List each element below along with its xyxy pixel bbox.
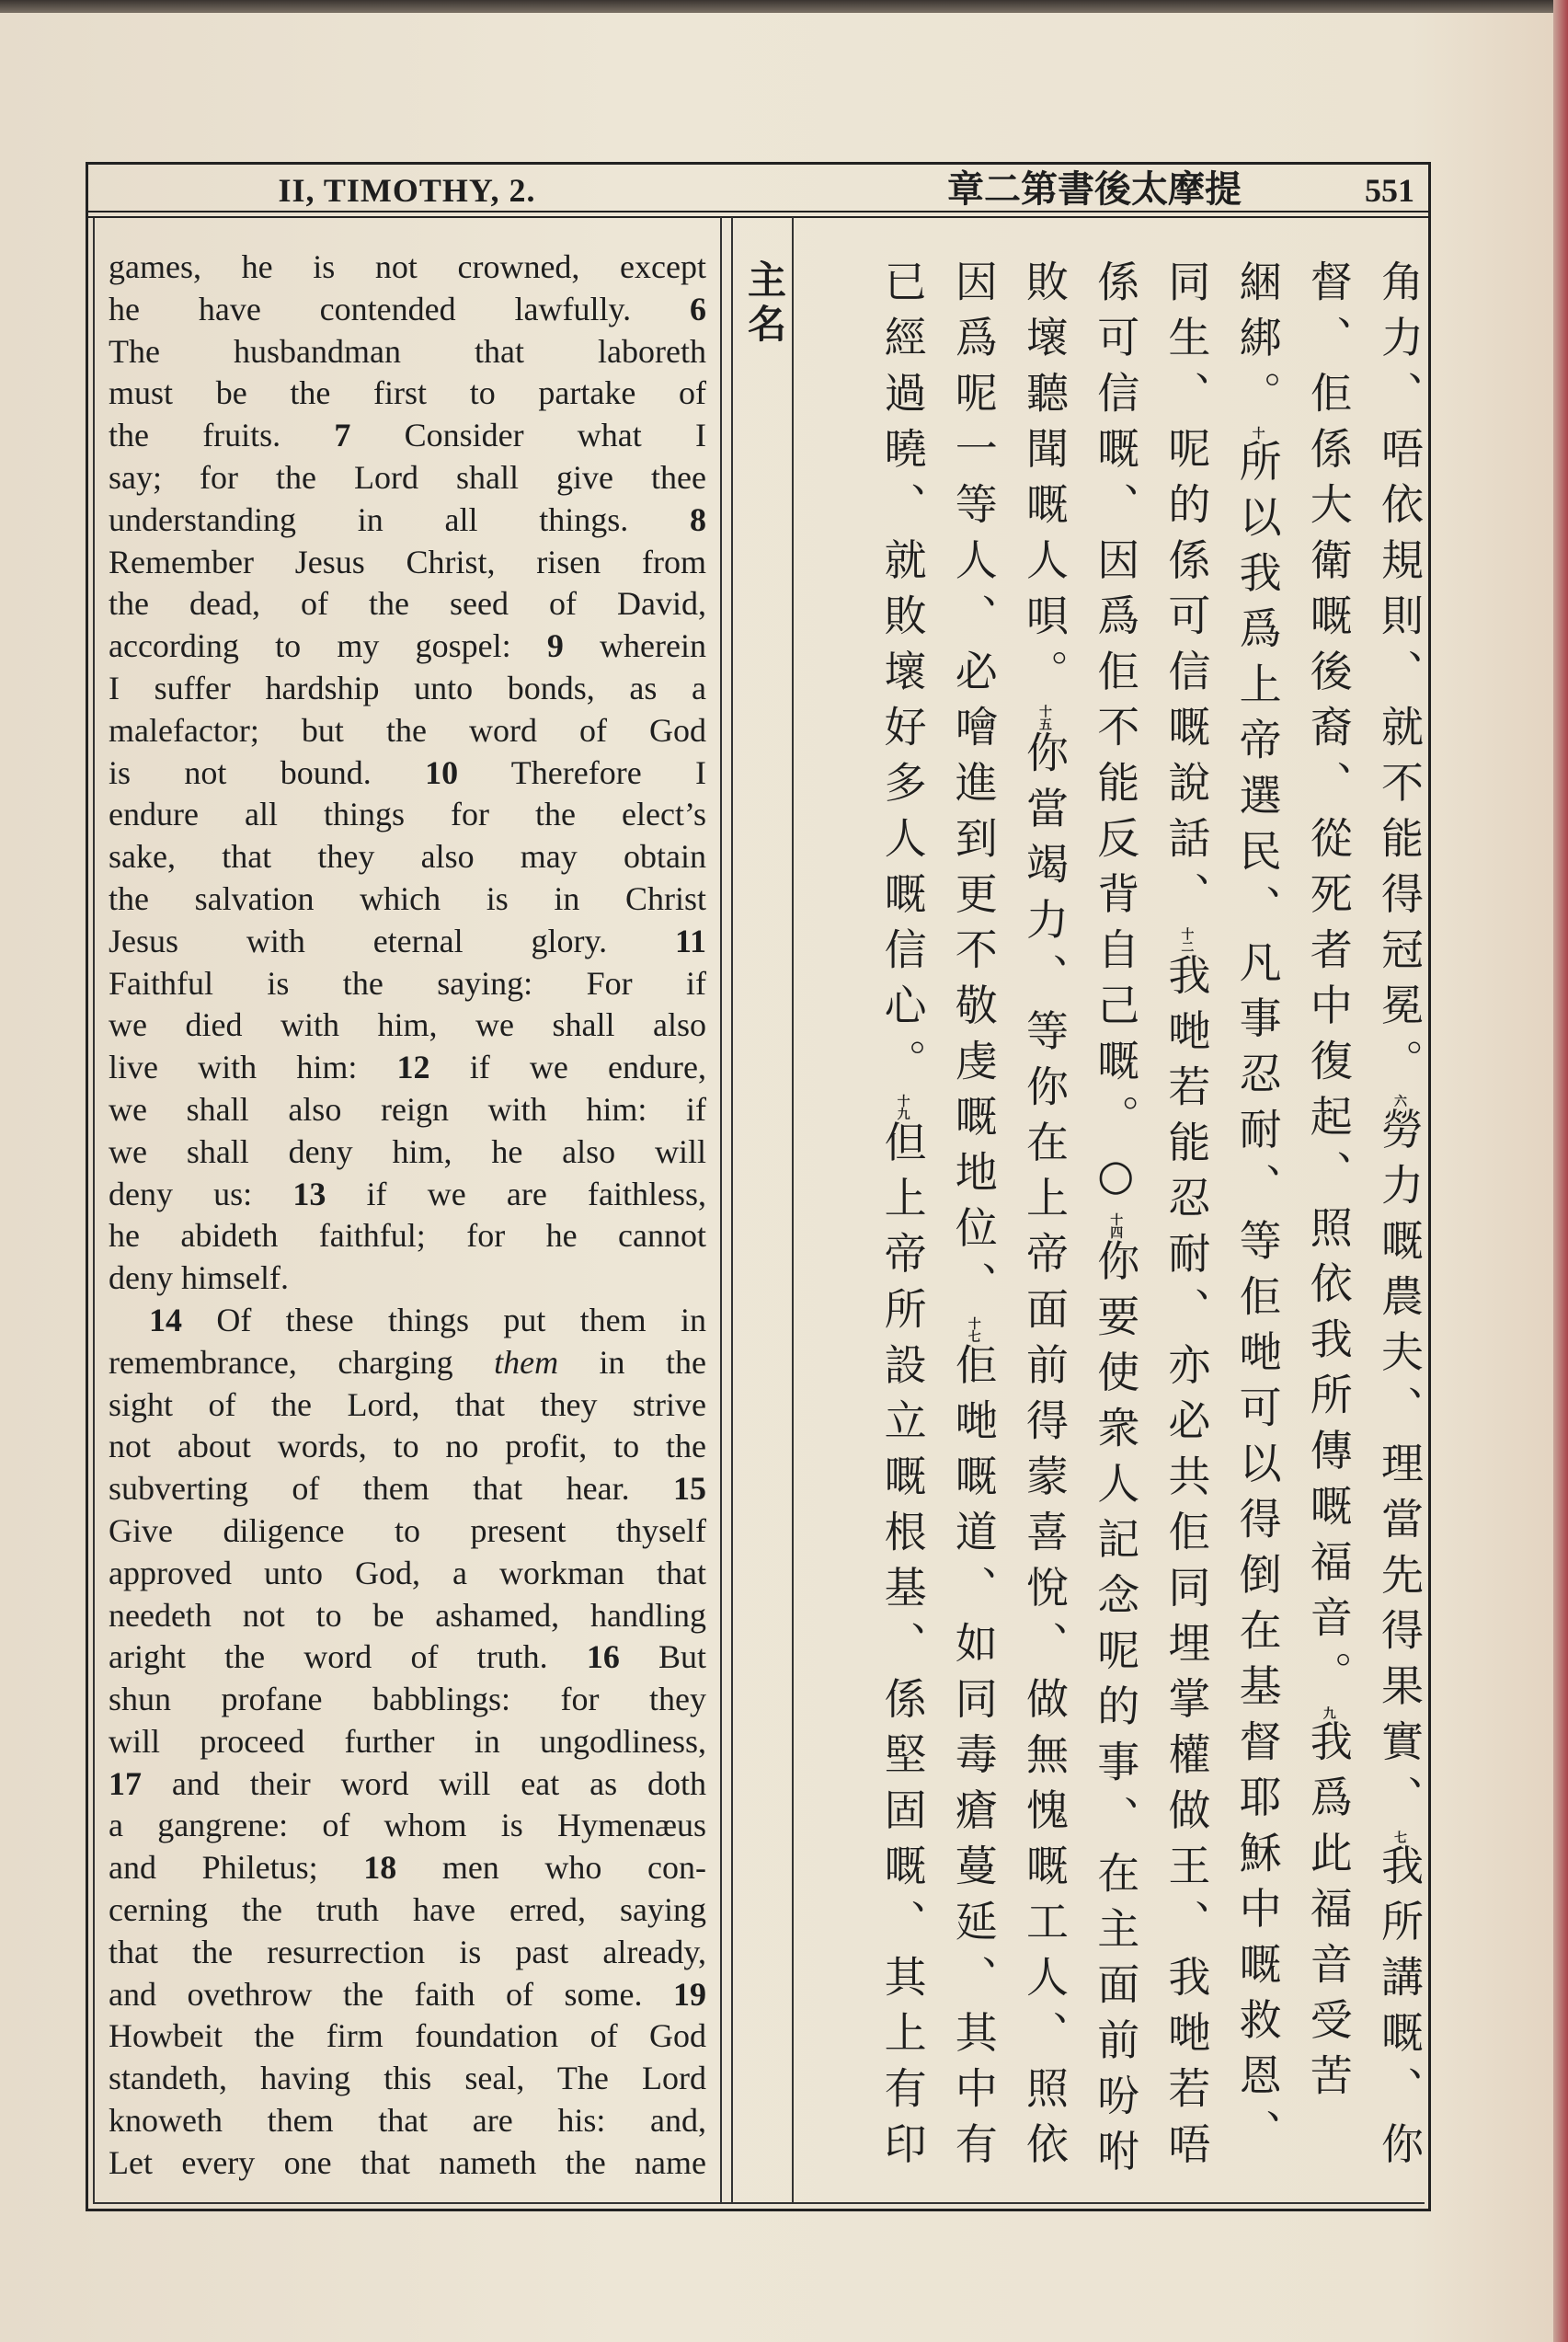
text-line (109, 878, 706, 921)
text-segment: games, he is not crowned, except (109, 248, 706, 285)
chinese-column (1364, 259, 1435, 2191)
text-line (109, 1131, 706, 1174)
chinese-column (938, 259, 1009, 2191)
verse-number: 九 (1321, 1706, 1336, 1719)
chinese-text-segment: 你要使衆人記念呢的事、在主面前吩咐 (1091, 1238, 1141, 2185)
text-line (109, 1932, 706, 1974)
column-divider-double (731, 217, 733, 2204)
verse-number: 六 (1392, 1094, 1407, 1108)
running-head-chinese: 章二第書後太摩提 (947, 167, 1242, 211)
text-line (109, 794, 706, 836)
text-segment: I suffer hardship unto bonds, as a (109, 669, 706, 706)
text-segment: sight of the Lord, that they strive (109, 1385, 706, 1423)
text-segment: in the (558, 1343, 707, 1381)
verse-number: 十九 (895, 1094, 910, 1120)
text-line (109, 1047, 706, 1089)
text-segment: he have contended lawfully. (109, 290, 690, 327)
text-segment: remembrance, charging (109, 1343, 495, 1381)
text-segment: we shall deny him, he also will (109, 1132, 706, 1170)
text-line (109, 1889, 706, 1932)
chinese-column (1150, 259, 1221, 2191)
text-segment: live with him: (109, 1049, 397, 1086)
text-line (109, 542, 706, 584)
text-segment: the salvation which is in Christ (109, 879, 706, 917)
verse-number: 十 (1250, 426, 1265, 440)
text-segment: we shall also reign with him: if (109, 1090, 706, 1128)
header-rule-double (86, 216, 1431, 218)
text-line (109, 1257, 706, 1300)
verse-number: 十七 (966, 1316, 981, 1343)
text-segment: will proceed further in ungodliness, (109, 1722, 706, 1760)
text-line (109, 499, 706, 542)
text-segment: is not bound. (109, 753, 426, 791)
text-segment: knoweth them that are his: and, (109, 2102, 706, 2140)
text-segment: Give diligence to present thyself (109, 1511, 706, 1549)
chinese-text-segment: 敗壞聽聞嘅人唄。 (1020, 259, 1070, 705)
text-line (109, 752, 706, 795)
text-line (109, 247, 706, 289)
chinese-text-segment: 係可信嘅、因爲佢不能反背自己嘅。○ (1091, 259, 1141, 1213)
text-line (109, 1679, 706, 1721)
text-segment: and Philetus; (109, 1849, 364, 1887)
text-segment: men who con- (396, 1849, 706, 1887)
text-line (109, 626, 706, 668)
text-segment: sake, that they also may obtain (109, 838, 706, 876)
text-line (109, 1510, 706, 1553)
chinese-column (1222, 259, 1293, 2191)
text-segment: say; for the Lord shall give thee (109, 458, 706, 496)
text-line (109, 1005, 706, 1047)
chinese-column (1080, 259, 1150, 2191)
verse-number: 17 (109, 1764, 142, 1802)
text-line (109, 1089, 706, 1131)
text-line (109, 963, 706, 1005)
chinese-text-segment: 我哋若能忍耐、亦必共佢同埋掌權做王、我哋若唔 (1162, 953, 1212, 2177)
text-line (109, 415, 706, 457)
chinese-text-segment: 已經過曉、就敗壞好多人嘅信心。 (877, 259, 928, 1095)
margin-note-rule (792, 217, 794, 2204)
text-segment: Consider what I (350, 417, 706, 454)
verse-number: 七 (1392, 1831, 1407, 1843)
text-segment: Let every one that nameth the name (109, 2143, 706, 2181)
book-top-edge (0, 0, 1568, 13)
text-segment: wherein (563, 627, 706, 665)
verse-number: 18 (363, 1849, 397, 1887)
text-line (109, 2058, 706, 2100)
chinese-column (867, 259, 938, 2191)
text-line (109, 457, 706, 499)
text-segment: malefactor; but the word of God (109, 711, 706, 749)
text-line (109, 583, 706, 626)
text-line (109, 921, 706, 963)
chinese-text-segment: 但上帝所設立嘅根基、係堅固嘅、其上有印 (877, 1119, 928, 2177)
chinese-text-segment: 督、佢係大衛嘅後裔、從死者中復起、照依我所傳嘅福音。 (1303, 259, 1354, 1706)
text-segment: The husbandman that laboreth (109, 332, 706, 370)
chinese-text-segment: 因爲呢一等人、必噲進到更不敬虔嘅地位、 (948, 259, 999, 1317)
chinese-text-segment: 所以我爲上帝選民、凡事忍耐、等佢哋可以得倒在基督耶穌中嘅救恩、 (1232, 439, 1283, 2164)
text-line (109, 2142, 706, 2185)
text-segment: if we endure, (429, 1049, 706, 1086)
verse-number: 9 (546, 627, 564, 665)
text-line (109, 1553, 706, 1595)
text-line (109, 836, 706, 878)
text-line (109, 1426, 706, 1468)
chinese-text-segment: 勞力嘅農夫、理當先得果實、 (1375, 1107, 1425, 1831)
text-segment: not about words, to no profit, to the (109, 1428, 706, 1465)
text-segment: cerning the truth have erred, saying (109, 1891, 706, 1929)
verse-number: 7 (334, 417, 351, 454)
text-line (109, 710, 706, 752)
page-number: 551 (1365, 172, 1414, 209)
chinese-text-segment: 我爲此福音受苦 (1303, 1719, 1354, 2109)
text-segment: he abideth faithful; for he cannot (109, 1217, 706, 1255)
chinese-text-segment: 同生、呢的係可信嘅說話、 (1162, 259, 1212, 927)
text-line (109, 2100, 706, 2142)
verse-number: 15 (673, 1470, 706, 1508)
verse-number: 8 (690, 500, 706, 538)
text-line (109, 1805, 706, 1847)
text-segment: we died with him, we shall also (109, 1006, 706, 1044)
verse-number: 10 (425, 753, 459, 791)
verse-number: 12 (396, 1049, 430, 1086)
running-head-english: II, TIMOTHY, 2. (278, 172, 536, 209)
chinese-column (1009, 259, 1080, 2191)
text-line (109, 668, 706, 710)
text-segment: that the resurrection is past already, (109, 1933, 706, 1970)
text-segment: standeth, having this seal, The Lord (109, 2060, 706, 2097)
verse-number: 13 (292, 1175, 326, 1212)
text-line (109, 1721, 706, 1763)
text-segment: But (619, 1638, 707, 1676)
text-segment: and ovethrow the faith of some. (109, 1975, 673, 2013)
verse-number: 19 (673, 1975, 706, 2013)
text-line (109, 1636, 706, 1679)
text-segment: aright the word of truth. (109, 1638, 587, 1676)
chinese-margin-note: 主名 (742, 259, 787, 348)
text-line (109, 373, 706, 415)
chinese-text-segment: 我所講嘅、你 (1375, 1843, 1425, 2177)
text-line (109, 1384, 706, 1427)
text-segment: endure all things for the elect’s (109, 796, 706, 833)
text-segment: according to my gospel: (109, 627, 547, 665)
verse-number: 11 (674, 922, 706, 959)
chinese-text-segment: 你當竭力、等你在上帝面前得蒙喜悅、做無愧嘅工人、照依 (1020, 730, 1070, 2177)
text-line (109, 1595, 706, 1637)
text-line (109, 1847, 706, 1889)
column-divider (720, 217, 722, 2204)
text-segment: understanding in all things. (109, 500, 690, 538)
text-line (109, 331, 706, 373)
text-segment: if we are faithless, (326, 1175, 706, 1212)
text-segment: must be the first to partake of (109, 374, 706, 412)
text-line (109, 1342, 706, 1384)
text-line (109, 1300, 706, 1342)
text-segment: approved unto God, a workman that (109, 1554, 706, 1591)
text-segment: Jesus with eternal glory. (109, 922, 675, 959)
text-segment: deny himself. (109, 1259, 289, 1297)
verse-number: 14 (149, 1301, 182, 1338)
verse-number: 16 (586, 1638, 620, 1676)
text-line (109, 1215, 706, 1257)
text-line (109, 1174, 706, 1216)
verse-number: 十二 (1179, 927, 1195, 953)
book-page-edge (1553, 0, 1568, 2342)
text-segment: a gangrene: of whom is Hymenæus (109, 1807, 706, 1844)
text-segment: Of these things put them in (182, 1301, 706, 1338)
text-segment: Howbeit the firm foundation of God (109, 2017, 706, 2055)
chinese-text-segment: 佢哋嘅道、如同毒瘡蔓延、其中有 (948, 1342, 999, 2177)
text-line (109, 2015, 706, 2058)
text-segment: the dead, of the seed of David, (109, 585, 706, 623)
verse-number: 十四 (1108, 1212, 1124, 1239)
chinese-text-segment: 角力、唔依規則、就不能得冠冕。 (1375, 259, 1425, 1095)
text-segment: Therefore I (458, 753, 707, 791)
text-segment: needeth not to be ashamed, handling (109, 1596, 706, 1634)
text-segment: Remember Jesus Christ, risen from (109, 543, 706, 580)
chinese-column (1293, 259, 1364, 2191)
text-segment: Faithful is the saying: For if (109, 964, 706, 1002)
english-text-column (109, 247, 706, 2185)
text-segment: the fruits. (109, 417, 335, 454)
text-line (109, 1974, 706, 2016)
text-line (109, 1763, 706, 1806)
text-segment: and their word will eat as doth (142, 1764, 706, 1802)
text-line (109, 1468, 706, 1510)
text-segment: deny us: (109, 1175, 293, 1212)
italic-word: them (494, 1343, 559, 1381)
chinese-text-segment: 綑綁。 (1232, 259, 1283, 427)
text-segment: shun profane babblings: for they (109, 1681, 706, 1718)
verse-number: 6 (690, 290, 706, 327)
text-segment: subverting of them that hear. (109, 1470, 673, 1508)
verse-number: 十五 (1037, 705, 1052, 730)
text-line (109, 289, 706, 331)
